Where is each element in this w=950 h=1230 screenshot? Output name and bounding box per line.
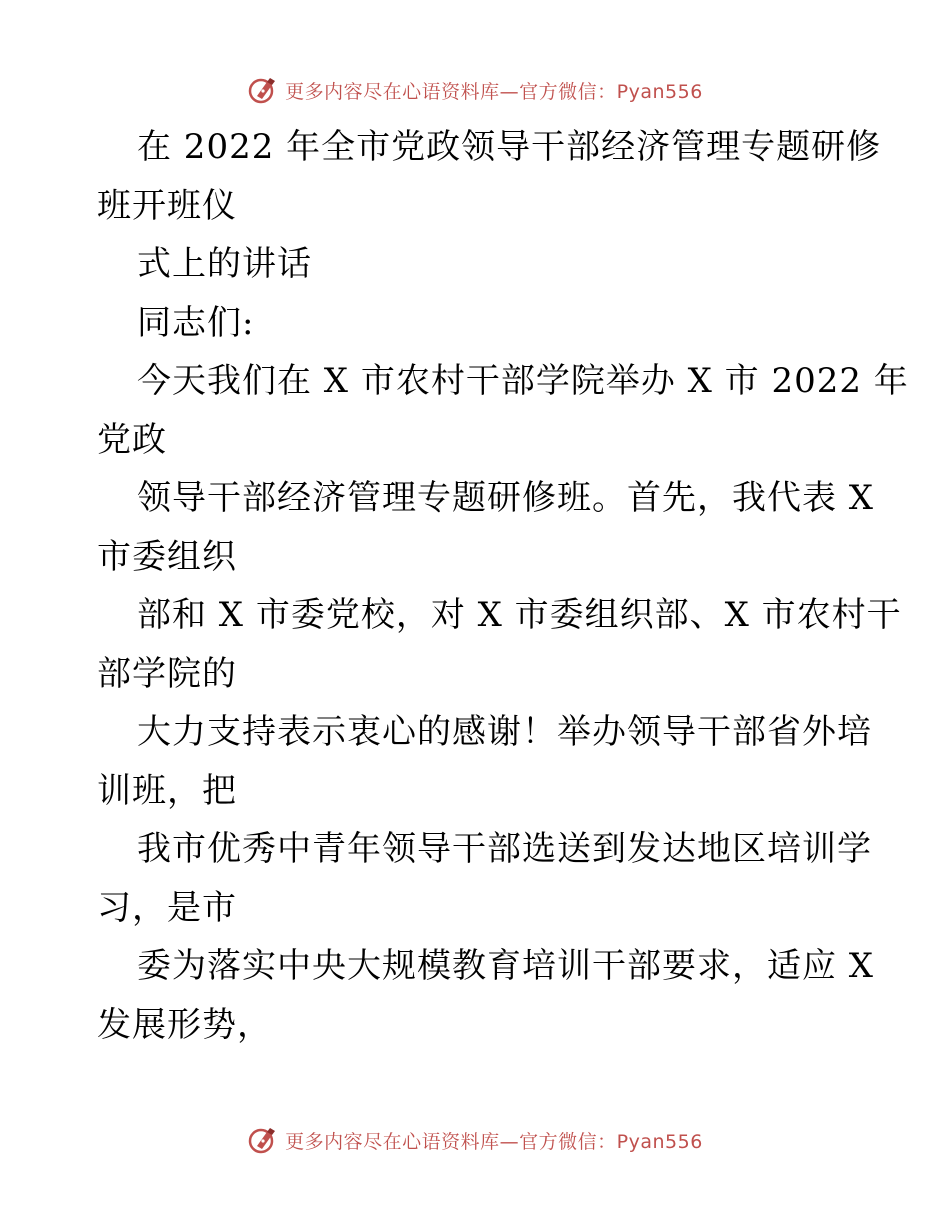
text-line: 部学院的: [97, 653, 237, 694]
text-line: 大力支持表示衷心的感谢！举办领导干部省外培: [137, 712, 872, 752]
pen-nib-logo-icon: [247, 1124, 279, 1156]
text-line: 发展形势，: [97, 1004, 272, 1045]
text-line: 党政: [97, 419, 167, 460]
text-line: 训班，把: [97, 770, 237, 811]
text-line: 班开班仪: [97, 185, 237, 226]
text-line: 同志们:: [137, 302, 255, 343]
banner-text: 更多内容尽在心语资料库—官方微信：Pyan556: [285, 1130, 703, 1153]
text-line: 委为落实中央大规模教育培训干部要求，适应 X: [137, 946, 875, 986]
text-line: 市委组织: [97, 536, 237, 577]
text-line: 在 2022 年全市党政领导干部经济管理专题研修: [137, 127, 882, 167]
text-line: 今天我们在 X 市农村干部学院举办 X 市 2022 年: [137, 361, 909, 401]
text-line: 领导干部经济管理专题研修班。首先，我代表 X: [137, 478, 875, 518]
text-line: 习，是市: [97, 887, 237, 928]
text-line: 部和 X 市委党校，对 X 市委组织部、X 市农村干: [137, 595, 902, 635]
pen-nib-logo-icon: [247, 74, 279, 106]
header-banner: [0, 70, 950, 110]
text-line: 我市优秀中青年领导干部选送到发达地区培训学: [137, 829, 872, 869]
text-line: 式上的讲话: [137, 244, 312, 284]
footer-banner: [0, 1120, 950, 1160]
document-body: [97, 118, 909, 1054]
banner-text: 更多内容尽在心语资料库—官方微信：Pyan556: [285, 80, 703, 103]
